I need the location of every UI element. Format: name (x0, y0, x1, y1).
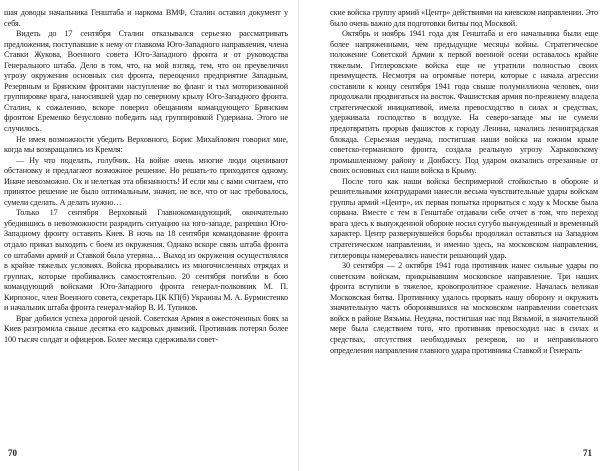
right-page (300, 0, 600, 471)
paragraph: — Ну что поделать, голубчик. На войне очень многие люди оценивают обстановку и предлагают возможное решение. Но решать-то приходится одному. Иначе невозможно. Ох и нелегкая эта обязанность! И если мы с вами считаем, что принятое решение не было оптимальным, значит, не все, что от нас требовалось, сумели сделать. А делать нужно… (4, 155, 288, 207)
page-number: 71 (583, 448, 592, 458)
page-number: 70 (8, 448, 17, 458)
right-page-text (330, 8, 598, 356)
paragraph: 30 сентября — 2 октября 1941 года противник нанес сильные удары по советским войскам, прикрывавшим московское направление. Три наших фронта вступили в тяжелое, кровопролитное сражение. Началась великая Московская битва. Противнику удалось прорвать нашу оборону и окружить значительную часть оборонявшихся на московском направлении советских войск в районе Вязьмы. Неудача, постигшая нас под Вязьмой, в значительной мере была следствием того, что противник превосходил нас в силах и средствах, отсутствия необходимых резервов, но и неправильного определения направления главного удара противника Ставкой и Генераль- (330, 261, 598, 355)
left-page-text (4, 8, 288, 346)
paragraph: После того как наши войска беспримерной стойкостью в обороне и решительными контрударами нанесли весьма чувствительные удары войскам группы армий «Центр», их первая попытка прорваться с ходу к Москве была сорвана. Вместе с тем в Генштабе отдавали себе отчет в том, что переход врага здесь к вынужденной обороне носил сугубо вынужденный и временный характер. Центр развернувшейся борьбы продолжал оставаться на Западном стратегическом направлении, и именно здесь, на московском направлении, гитлеровцы намеревались нанести решающий удар. (330, 176, 598, 260)
paragraph: ские войска группу армий «Центр» действиями на киевском направлении. Это было очень важно для подготовки битвы под Москвой. (330, 8, 598, 28)
paragraph: Видеть до 17 сентября Сталин отказывался серьезно рассматривать предложения, поступавшие к нему от главкома Юго-Западного направления, члена Ставки Жукова, Военного совета Юго-Западного фронта и от руководства Генерального штаба. Дело в том, что, на мой взгляд, тем, что он преувеличил угрозу окружения основных сил фронта, переоценил предприятие Западным, Резервным и Брянским фронтами наступление во фланг и тыл моторизованной группировке врага, наносившей удар по северному крылу Юго-Западного фронта. Сталин, к сожалению, вскоре поверил обещаниям командующего Брянским фронтом Еременко безусловно победить над группировкой Гудериана. Этого не случилось. (4, 29, 288, 134)
paragraph: Враг добился успеха дорогой ценой. Советская Армия в ожесточенных боях за Киев разгромила свыше десятка его кадровых дивизий. Противник потерял более 100 тысяч солдат и офицеров. Более месяца сдерживали совет- (4, 313, 288, 344)
paragraph: Октябрь и ноябрь 1941 года для Генштаба и его начальника были еще более напряженными, чем предыдущие месяцы войны. Стратегическое положение Советской Армии к первой военной осени оставалось крайне тяжелым. Гитлеровские войска еще не утратили полностью своих преимуществ. Несмотря на огромные потери, которые с начала агрессии составили к концу сентября 1941 года свыше полумиллиона человек, они продолжали продвигаться на восток. Фашистская армия по-прежнему владела стратегической инициативой, имела превосходство в силах и средствах, удерживала господство в воздухе. На северо-западе мы не сумели предотвратить прорыв фашистов к городу Ленина, начались ленинградская блокада. Серьезная неудача, постигшая наши войска на южном крыле советско-германского фронта, создала реальную угрозу Харьковскому промышленному району и Донбассу. Под ударом оказались отрезанные от своих основных сил наши войска в Крыму. (330, 29, 598, 176)
paragraph: Не имея возможности убедить Верховного, Борис Михайлович говорил мне, когда мы возвращались из Кремля: (4, 134, 288, 155)
paragraph: Только 17 сентября Верховный Главнокомандующий, окончательно убедившись в невозможности разрядить ситуацию на юго-западе, разрешил Юго-Западному фронту оставить Киев. В ночь на 18 сентября командование фронта отдало приказ выходить с боем из окружения. Однако вскоре связь штаба фронта со штабами армий и Ставкой была утеряна… Выход из окружения осуществлялся в крайне тяжелых условиях. Войска прорывались из многочисленных отрядах и группах, которые пробивались самостоятельно. 20 сентября погибли в бою командующий войсками Юго-Западного фронта генерал-полковник М. П. Кирпонос, член Военного совета, секретарь ЦК КП(б) Украины М. А. Бурмистенко и начальник штаба фронта генерал-майор В. И. Тупиков. (4, 208, 288, 313)
paragraph: шая доводы начальника Генштаба и наркома ВМФ, Сталин оставил документ у себя. (4, 8, 288, 28)
